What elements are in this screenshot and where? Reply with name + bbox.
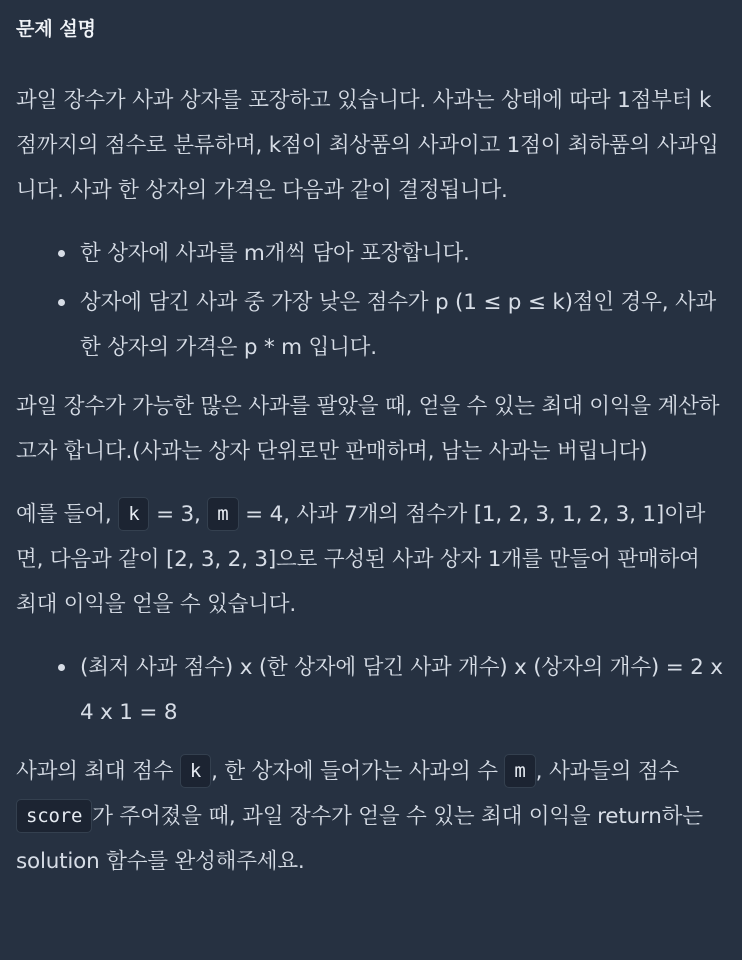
code-m: m [207, 497, 238, 531]
goal-paragraph: 과일 장수가 가능한 많은 사과를 팔았을 때, 얻을 수 있는 최대 이익을 계산하고자 합니다.(사과는 상자 단위로만 판매하며, 남는 사과는 버립니다) [16, 394, 720, 464]
intro-paragraph: 과일 장수가 사과 상자를 포장하고 있습니다. 사과는 상태에 따라 1점부터 k점까지의 점수로 분류하며, k점이 최상품의 사과이고 1점이 최하품의 사과입니다. 사과 한 상자의 가격은 다음과 같이 결정됩니다. [16, 88, 719, 203]
code-k: k [180, 754, 211, 788]
code-m: m [504, 754, 535, 788]
example-rest: = 4, 사과 7개의 점수가 [1, 2, 3, 1, 2, 3, 1]이라면, 다음과 같이 [2, 3, 2, 3]으로 구성된 사과 상자 1개를 만들어 판매하여 최대 이익을 얻을 수 있습니다. [16, 502, 706, 617]
task-paragraph [16, 749, 726, 884]
task-part4: 가 주어졌을 때, 과일 장수가 얻을 수 있는 최대 이익을 return하는 solution 함수를 완성해주세요. [16, 804, 703, 874]
task-part3: , 사과들의 점수 [535, 759, 679, 784]
code-score: score [16, 799, 92, 833]
task-part2: , 한 상자에 들어가는 사과의 수 [211, 759, 505, 784]
bullet-dot-icon [58, 250, 65, 257]
calculation-list [16, 645, 726, 735]
calculation-item [80, 645, 726, 735]
example-prefix: 예를 들어, [16, 502, 119, 527]
rule-item [80, 231, 726, 276]
section-title: 문제 설명 [16, 18, 97, 40]
code-k: k [118, 497, 149, 531]
bullet-dot-icon [58, 299, 65, 306]
pricing-rules-list [16, 231, 726, 370]
rule-text: 상자에 담긴 사과 중 가장 낮은 점수가 p (1 ≤ p ≤ k)점인 경우, 사과 한 상자의 가격은 p * m 입니다. [80, 290, 717, 360]
rule-item [80, 280, 726, 370]
bullet-dot-icon [58, 664, 65, 671]
task-part1: 사과의 최대 점수 [16, 759, 180, 784]
example-paragraph [16, 492, 726, 627]
example-mid: = 3, [149, 502, 208, 527]
calculation-text: (최저 사과 점수) x (한 상자에 담긴 사과 개수) x (상자의 개수) = 2 x 4 x 1 = 8 [80, 655, 723, 725]
rule-text: 한 상자에 사과를 m개씩 담아 포장합니다. [80, 241, 470, 266]
